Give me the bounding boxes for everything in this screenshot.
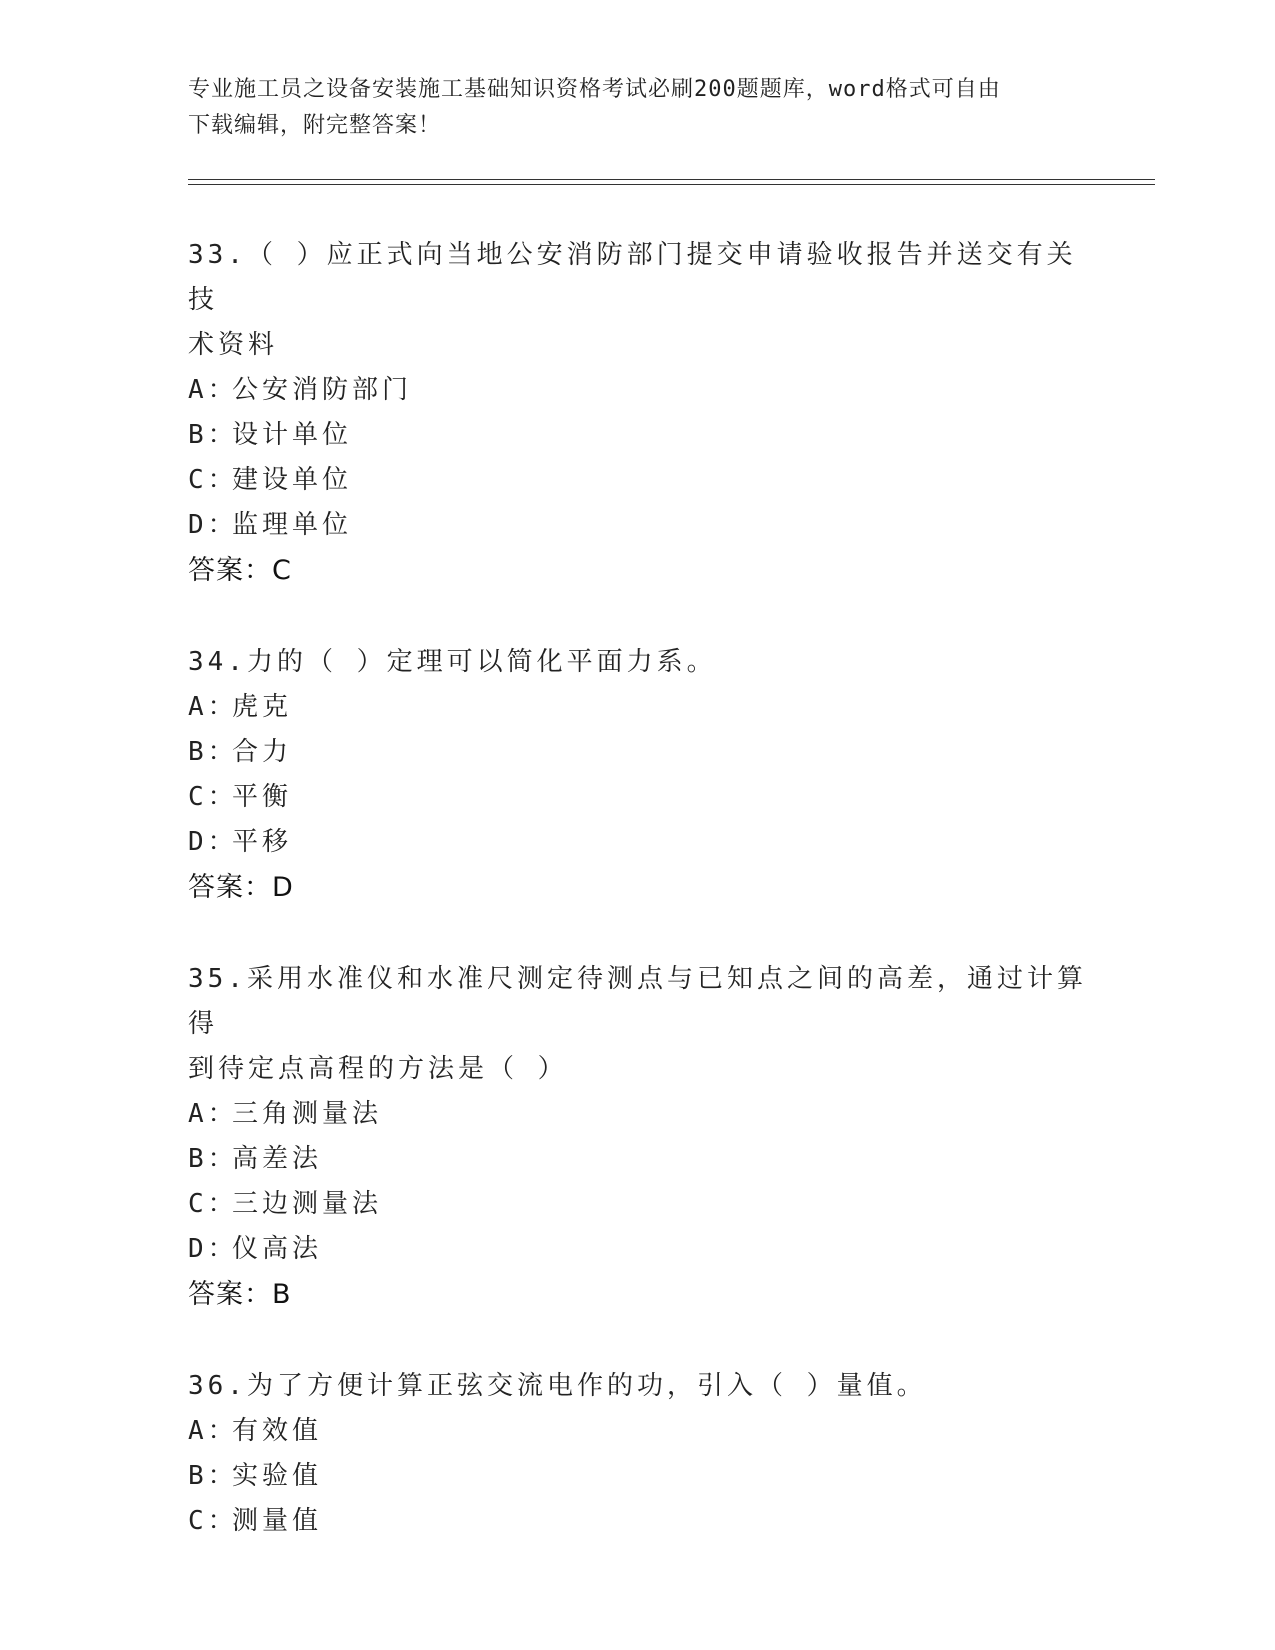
option-letter: A： [188, 375, 238, 405]
option-c [188, 1499, 1088, 1544]
option-text: 合力 [232, 737, 293, 767]
option-letter: B： [188, 737, 238, 767]
option-text: 测量值 [232, 1506, 323, 1536]
option-letter: A： [188, 1099, 238, 1129]
option-c [188, 458, 1088, 503]
option-letter: B： [188, 1461, 238, 1491]
option-text: 三角测量法 [232, 1099, 383, 1129]
option-text: 虎克 [232, 692, 293, 722]
option-letter: C： [188, 1189, 238, 1219]
answer-line: 答案：C [188, 555, 292, 586]
question-stem [188, 640, 1088, 685]
option-text: 高差法 [232, 1144, 323, 1174]
option-b [188, 730, 1088, 775]
question-stem-line-2: 术资料 [188, 330, 279, 360]
question-stem [188, 1364, 1088, 1409]
option-d [188, 503, 1088, 548]
document-header [188, 72, 1068, 144]
option-b [188, 413, 1088, 458]
option-text: 设计单位 [232, 420, 353, 450]
option-letter: D： [188, 827, 238, 857]
option-text: 有效值 [232, 1416, 323, 1446]
question-33 [188, 233, 1088, 594]
option-text: 三边测量法 [232, 1189, 383, 1219]
option-c [188, 1182, 1088, 1227]
option-letter: B： [188, 1144, 238, 1174]
option-text: 实验值 [232, 1461, 323, 1491]
option-a [188, 1409, 1088, 1454]
option-text: 建设单位 [232, 465, 353, 495]
question-35 [188, 957, 1088, 1318]
question-stem-line-2: 到待定点高程的方法是（ ） [188, 1054, 568, 1084]
option-letter: D： [188, 510, 238, 540]
header-divider-top [188, 179, 1155, 180]
option-letter: B： [188, 420, 238, 450]
option-c [188, 775, 1088, 820]
question-stem-line-1: 35.采用水准仪和水准尺测定待测点与已知点之间的高差，通过计算得 [188, 964, 1087, 1039]
option-text: 平衡 [232, 782, 293, 812]
question-stem [188, 957, 1088, 1092]
option-text: 监理单位 [232, 510, 353, 540]
option-d [188, 820, 1088, 865]
option-text: 平移 [232, 827, 293, 857]
question-list [188, 233, 1088, 1590]
header-line-1: 专业施工员之设备安装施工基础知识资格考试必刷200题题库，word格式可自由 [188, 77, 1001, 102]
option-b [188, 1454, 1088, 1499]
question-stem-line-1: 33.（ ）应正式向当地公安消防部门提交申请验收报告并送交有关技 [188, 240, 1077, 315]
option-letter: A： [188, 1416, 238, 1446]
answer-line: 答案：B [188, 1279, 292, 1310]
option-letter: C： [188, 465, 238, 495]
option-a [188, 685, 1088, 730]
option-text: 公安消防部门 [232, 375, 413, 405]
option-letter: C： [188, 1506, 238, 1536]
header-line-2: 下载编辑，附完整答案！ [188, 113, 442, 138]
option-letter: A： [188, 692, 238, 722]
header-divider-bottom [188, 184, 1155, 185]
option-a [188, 368, 1088, 413]
question-34 [188, 640, 1088, 911]
question-stem-line-1: 34.力的（ ）定理可以简化平面力系。 [188, 647, 717, 677]
option-letter: C： [188, 782, 238, 812]
question-stem-line-1: 36.为了方便计算正弦交流电作的功，引入（ ）量值。 [188, 1371, 927, 1401]
option-text: 仪高法 [232, 1234, 323, 1264]
answer-line: 答案：D [188, 872, 294, 903]
question-stem [188, 233, 1088, 368]
question-36 [188, 1364, 1088, 1544]
option-a [188, 1092, 1088, 1137]
option-d [188, 1227, 1088, 1272]
option-letter: D： [188, 1234, 238, 1264]
option-b [188, 1137, 1088, 1182]
